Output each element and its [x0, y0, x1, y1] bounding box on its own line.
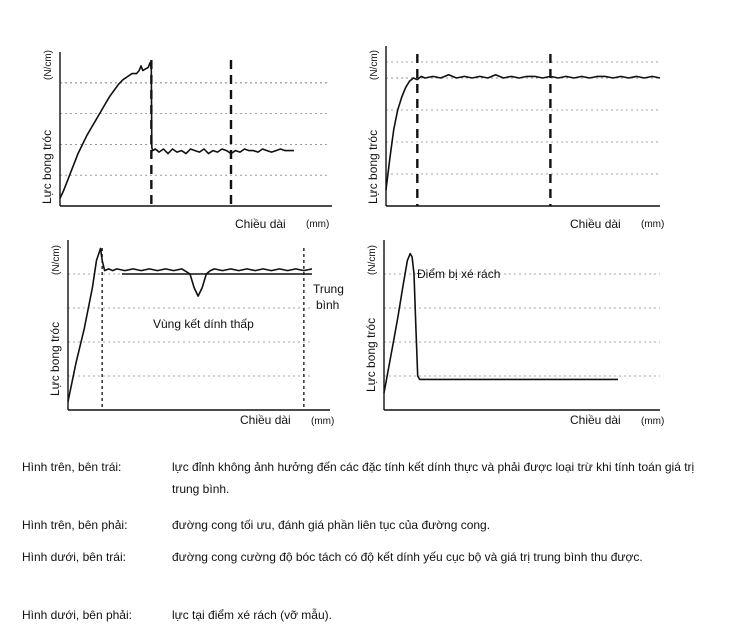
- reference-lines: [386, 62, 660, 174]
- caption-label: Hình dưới, bên phải:: [22, 608, 132, 622]
- caption-label: Hình trên, bên phải:: [22, 518, 128, 532]
- annotation-mean-2: bình: [316, 298, 340, 312]
- x-axis-label: Chiều dài: [570, 413, 621, 427]
- x-axis-unit: (mm): [641, 416, 665, 427]
- x-axis-unit: (mm): [311, 416, 335, 427]
- x-axis-label: Chiều dài: [240, 413, 291, 427]
- x-axis-label: Chiều dài: [570, 217, 621, 231]
- y-axis-unit: (N/cm): [51, 245, 62, 275]
- y-axis-unit: (N/cm): [367, 245, 378, 275]
- chart-bottom-left: [48, 240, 344, 427]
- chart-top-left: [40, 50, 332, 231]
- y-axis-label: Lực bong tróc: [40, 129, 54, 204]
- chart-bottom-right: [364, 240, 664, 427]
- x-axis-unit: (mm): [641, 219, 665, 230]
- reference-lines: [60, 83, 330, 206]
- caption-label: Hình trên, bên trái:: [22, 460, 122, 474]
- caption-label: Hình dưới, bên trái:: [22, 550, 126, 564]
- annotation-tear-point: Điểm bị xé rách: [417, 267, 501, 281]
- caption-text: lực tại điểm xé rách (vỡ mẫu).: [172, 608, 332, 622]
- x-axis-unit: (mm): [306, 219, 330, 230]
- caption-text: đường cong tối ưu, đánh giá phần liên tục của đường cong.: [172, 518, 491, 532]
- caption-text: đường cong cường độ bóc tách có độ kết dính yếu cục bộ và giá trị trung bình thu được.: [172, 550, 643, 564]
- chart-top-right: [366, 46, 664, 231]
- y-axis-unit: (N/cm): [369, 50, 380, 80]
- reference-lines: [384, 274, 660, 376]
- x-axis-label: Chiều dài: [235, 217, 286, 231]
- y-axis-label: Lực bong tróc: [364, 317, 378, 392]
- annotation-weak-zone: Vùng kết dính thấp: [153, 317, 254, 331]
- y-axis-label: Lực bong tróc: [48, 321, 62, 396]
- peel-force-curve: [386, 75, 660, 190]
- annotation-mean: Trung: [313, 282, 344, 296]
- y-axis-label: Lực bong tróc: [366, 129, 380, 204]
- y-axis-unit: (N/cm): [43, 50, 54, 80]
- caption-text: lực đỉnh không ảnh hưởng đến các đặc tính kết dính thực và phải được loại trừ khi tính toán giá trị trung bình.: [172, 460, 695, 496]
